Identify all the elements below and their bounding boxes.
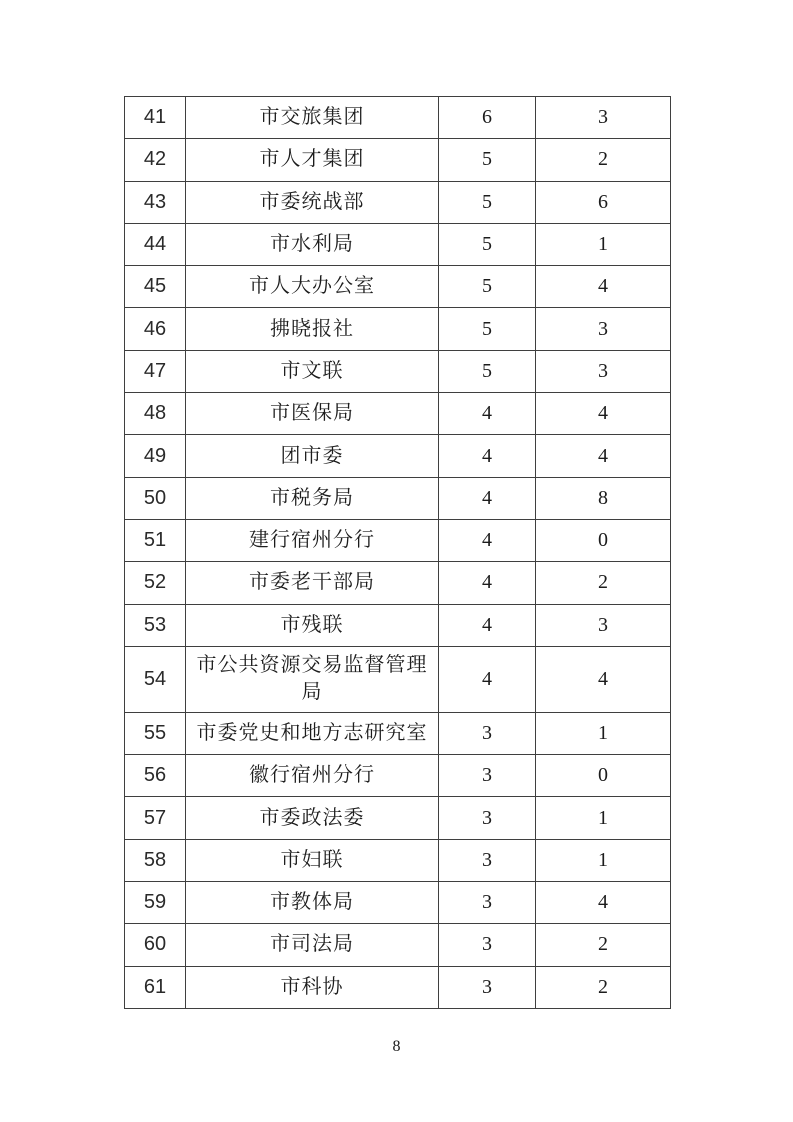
table-row: [125, 882, 671, 924]
org-name-cell: 团市委: [186, 435, 439, 477]
value-2-cell: 1: [536, 712, 671, 754]
row-index-cell: 41: [125, 97, 186, 139]
table-row: [125, 755, 671, 797]
row-index-cell: 47: [125, 350, 186, 392]
value-2-cell: 3: [536, 308, 671, 350]
value-1-cell: 3: [439, 755, 536, 797]
table-row: [125, 393, 671, 435]
value-1-cell: 5: [439, 266, 536, 308]
table-row: [125, 139, 671, 181]
value-2-cell: 4: [536, 435, 671, 477]
row-index-cell: 44: [125, 223, 186, 265]
org-name-cell: 徽行宿州分行: [186, 755, 439, 797]
row-index-cell: 57: [125, 797, 186, 839]
row-index-cell: 51: [125, 519, 186, 561]
org-name-cell: 市公共资源交易监督管理局: [186, 646, 439, 712]
value-2-cell: 0: [536, 755, 671, 797]
table-row: [125, 519, 671, 561]
org-name-cell: 市委党史和地方志研究室: [186, 712, 439, 754]
value-1-cell: 4: [439, 562, 536, 604]
org-name-cell: 市妇联: [186, 839, 439, 881]
value-1-cell: 4: [439, 519, 536, 561]
value-1-cell: 3: [439, 924, 536, 966]
table-row: [125, 839, 671, 881]
org-name-cell: 市委老干部局: [186, 562, 439, 604]
value-2-cell: 1: [536, 223, 671, 265]
org-name-cell: 市委统战部: [186, 181, 439, 223]
value-2-cell: 2: [536, 966, 671, 1008]
org-name-cell: 市医保局: [186, 393, 439, 435]
table-row: [125, 924, 671, 966]
value-2-cell: 2: [536, 139, 671, 181]
org-name-cell: 市残联: [186, 604, 439, 646]
value-2-cell: 4: [536, 266, 671, 308]
row-index-cell: 46: [125, 308, 186, 350]
org-name-cell: 市人才集团: [186, 139, 439, 181]
table-row: [125, 181, 671, 223]
row-index-cell: 54: [125, 646, 186, 712]
value-1-cell: 5: [439, 308, 536, 350]
row-index-cell: 53: [125, 604, 186, 646]
row-index-cell: 43: [125, 181, 186, 223]
org-name-cell: 市委政法委: [186, 797, 439, 839]
table-row: [125, 562, 671, 604]
value-2-cell: 2: [536, 924, 671, 966]
value-1-cell: 3: [439, 966, 536, 1008]
table-body: [125, 97, 671, 1009]
row-index-cell: 50: [125, 477, 186, 519]
org-table: [124, 96, 671, 1009]
value-2-cell: 2: [536, 562, 671, 604]
table-row: [125, 350, 671, 392]
org-name-cell: 市交旅集团: [186, 97, 439, 139]
value-2-cell: 3: [536, 604, 671, 646]
value-2-cell: 4: [536, 646, 671, 712]
value-2-cell: 0: [536, 519, 671, 561]
row-index-cell: 49: [125, 435, 186, 477]
table-row: [125, 604, 671, 646]
value-1-cell: 3: [439, 712, 536, 754]
row-index-cell: 55: [125, 712, 186, 754]
value-2-cell: 6: [536, 181, 671, 223]
value-1-cell: 5: [439, 350, 536, 392]
org-name-cell: 市教体局: [186, 882, 439, 924]
org-name-cell: 市司法局: [186, 924, 439, 966]
org-name-cell: 市水利局: [186, 223, 439, 265]
value-1-cell: 4: [439, 435, 536, 477]
table-row: [125, 308, 671, 350]
row-index-cell: 59: [125, 882, 186, 924]
table-row: [125, 266, 671, 308]
value-2-cell: 4: [536, 882, 671, 924]
row-index-cell: 52: [125, 562, 186, 604]
org-name-cell: 市文联: [186, 350, 439, 392]
value-2-cell: 1: [536, 797, 671, 839]
value-1-cell: 6: [439, 97, 536, 139]
value-2-cell: 1: [536, 839, 671, 881]
value-1-cell: 3: [439, 797, 536, 839]
table-row: [125, 97, 671, 139]
org-name-cell: 拂晓报社: [186, 308, 439, 350]
row-index-cell: 48: [125, 393, 186, 435]
table-row: [125, 966, 671, 1008]
row-index-cell: 45: [125, 266, 186, 308]
value-2-cell: 8: [536, 477, 671, 519]
org-name-cell: 市人大办公室: [186, 266, 439, 308]
table-row: [125, 435, 671, 477]
value-1-cell: 5: [439, 223, 536, 265]
value-2-cell: 3: [536, 350, 671, 392]
value-1-cell: 3: [439, 882, 536, 924]
value-2-cell: 4: [536, 393, 671, 435]
row-index-cell: 56: [125, 755, 186, 797]
page-number: 8: [392, 1038, 401, 1055]
row-index-cell: 58: [125, 839, 186, 881]
value-1-cell: 3: [439, 839, 536, 881]
org-name-cell: 市科协: [186, 966, 439, 1008]
table-row: [125, 477, 671, 519]
org-name-cell: 市税务局: [186, 477, 439, 519]
table-row: [125, 712, 671, 754]
table-row: [125, 797, 671, 839]
row-index-cell: 60: [125, 924, 186, 966]
org-name-cell: 建行宿州分行: [186, 519, 439, 561]
row-index-cell: 61: [125, 966, 186, 1008]
table-row: [125, 646, 671, 712]
value-1-cell: 4: [439, 477, 536, 519]
value-1-cell: 4: [439, 393, 536, 435]
value-1-cell: 5: [439, 181, 536, 223]
table-row: [125, 223, 671, 265]
value-1-cell: 4: [439, 646, 536, 712]
value-2-cell: 3: [536, 97, 671, 139]
row-index-cell: 42: [125, 139, 186, 181]
value-1-cell: 4: [439, 604, 536, 646]
value-1-cell: 5: [439, 139, 536, 181]
